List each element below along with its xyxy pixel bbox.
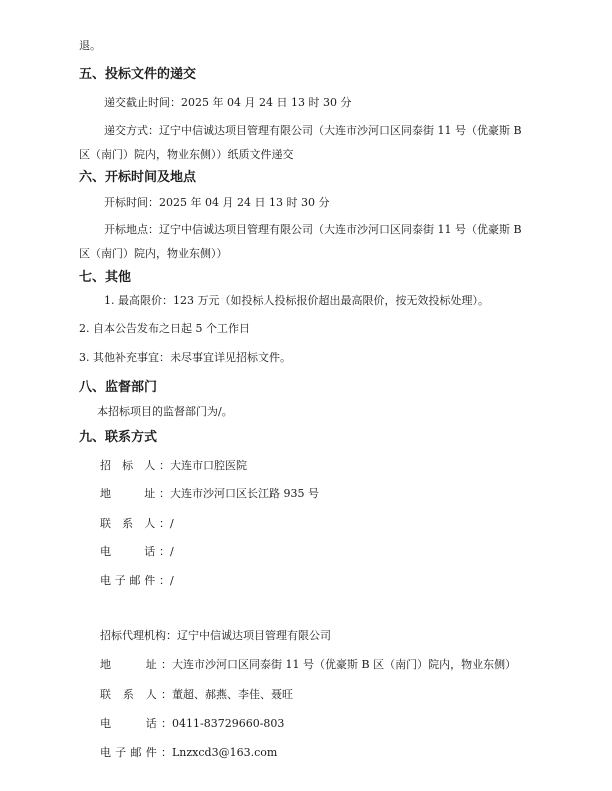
- buyer-email-label: 电子邮件：: [100, 574, 170, 587]
- agency-phone-row: [100, 717, 284, 731]
- supervision-text: 本招标项目的监督部门为/。: [97, 405, 233, 418]
- section-8-heading: 八、监督部门: [79, 380, 158, 395]
- submission-deadline: 递交截止时间：2025 年 04 月 24 日 13 时 30 分: [104, 96, 352, 109]
- agency-name-label: 招标代理机构：: [100, 629, 177, 642]
- agency-address-row: [100, 658, 516, 672]
- previous-page-fragment: 退。: [79, 39, 101, 52]
- buyer-contact-label: 联 系 人：: [100, 517, 170, 530]
- section-5-heading: 五、投标文件的递交: [79, 67, 197, 82]
- buyer-phone-row: [100, 545, 174, 559]
- buyer-phone-label: 电 话：: [100, 545, 170, 558]
- agency-address-label: 地 址：: [100, 658, 172, 671]
- max-price-item: 1. 最高限价：123 万元（如投标人投标报价超出最高限价，按无效投标处理）。: [104, 294, 489, 307]
- agency-address: 大连市沙河口区同泰街 11 号（优豪斯 B 区（南门）院内，物业东侧）: [172, 658, 517, 671]
- buyer-address-label: 地 址：: [100, 487, 170, 500]
- buyer-contact: /: [170, 517, 174, 530]
- buyer-contact-row: [100, 517, 174, 531]
- announcement-period-item: 2. 自本公告发布之日起 5 个工作日: [79, 322, 250, 335]
- opening-time: 开标时间：2025 年 04 月 24 日 13 时 30 分: [104, 196, 330, 209]
- agency-phone-label: 电 话：: [100, 717, 172, 730]
- buyer-address: 大连市沙河口区长江路 935 号: [170, 487, 319, 500]
- section-9-heading: 九、联系方式: [79, 430, 158, 445]
- agency-email[interactable]: Lnzxcd3@163.com: [172, 746, 278, 759]
- agency-email-row: [100, 746, 277, 760]
- agency-email-label: 电子邮件：: [100, 746, 172, 759]
- supplementary-item: 3. 其他补充事宜：未尽事宜详见招标文件。: [79, 351, 291, 364]
- buyer-phone: /: [170, 545, 174, 558]
- buyer-name: 大连市口腔医院: [170, 459, 247, 472]
- agency-contact-row: [100, 688, 293, 702]
- agency-contact: 董超、郝燕、李佳、聂旺: [172, 688, 293, 701]
- submission-method-line1: 递交方式：辽宁中信诚达项目管理有限公司（大连市沙河口区同泰街 11 号（优豪斯 B: [104, 124, 522, 137]
- submission-method-line2: 区（南门）院内，物业东侧））纸质文件递交: [79, 148, 294, 161]
- agency-name-row: [100, 629, 331, 643]
- opening-place-line2: 区（南门）院内，物业东侧））: [79, 247, 228, 260]
- agency-contact-label: 联 系 人：: [100, 688, 172, 701]
- buyer-address-row: [100, 487, 319, 501]
- section-7-heading: 七、其他: [79, 270, 132, 285]
- opening-place-line1: 开标地点：辽宁中信诚达项目管理有限公司（大连市沙河口区同泰街 11 号（优豪斯 B: [104, 223, 522, 236]
- buyer-name-row: [100, 459, 247, 473]
- buyer-email-row: [100, 574, 174, 588]
- buyer-email: /: [170, 574, 174, 587]
- buyer-name-label: 招 标 人：: [100, 459, 170, 472]
- section-6-heading: 六、开标时间及地点: [79, 170, 197, 185]
- agency-name: 辽宁中信诚达项目管理有限公司: [177, 629, 331, 642]
- agency-phone: 0411-83729660-803: [172, 717, 285, 730]
